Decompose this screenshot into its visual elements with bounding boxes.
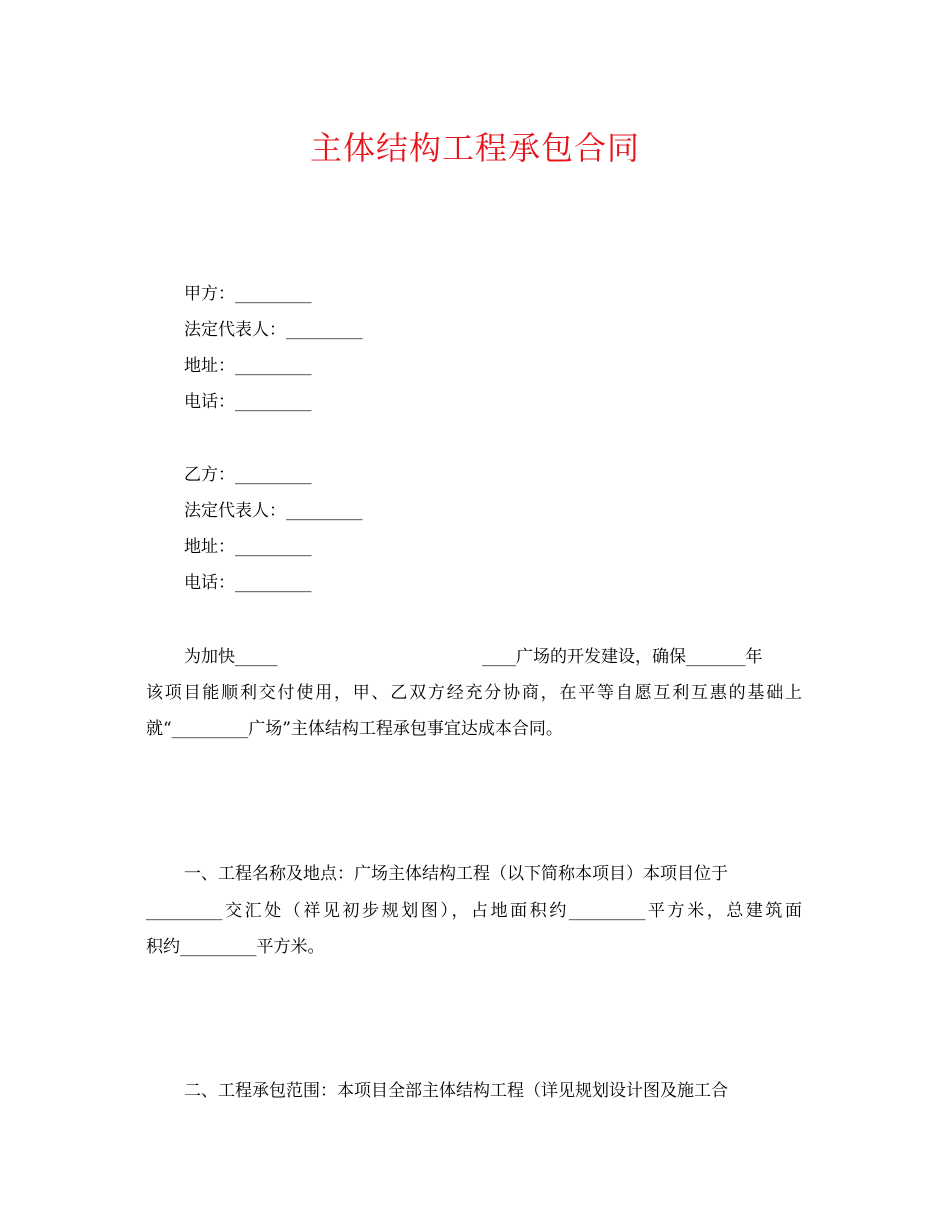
party-a-address: 地址：_________ [184, 356, 312, 376]
party-a-name: 甲方：_________ [184, 284, 312, 304]
party-b-phone: 电话：_________ [184, 573, 312, 593]
preamble-line-2: 该项目能顺利交付使用，甲、乙双方经充分协商，在平等自愿互利互惠的基础上 [146, 683, 802, 703]
party-b-representative: 法定代表人：_________ [184, 501, 363, 521]
party-a-representative: 法定代表人：_________ [184, 320, 363, 340]
party-b-address: 地址：_________ [184, 537, 312, 557]
preamble-line-1b: ____广场的开发建设，确保_______年 [482, 647, 763, 667]
preamble-line-1a: 为加快_____ [184, 647, 278, 667]
party-a-phone: 电话：_________ [184, 392, 312, 412]
section-1-line-3: 积约_________平方米。 [146, 937, 325, 957]
party-b-name: 乙方：_________ [184, 465, 312, 485]
section-1-line-1: 一、工程名称及地点：广场主体结构工程（以下简称本项目）本项目位于 [184, 864, 728, 884]
document-title: 主体结构工程承包合同 [309, 129, 640, 167]
section-2-line-1: 二、工程承包范围：本项目全部主体结构工程（详见规划设计图及施工合 [184, 1081, 728, 1101]
section-1-line-2: _________交汇处（祥见初步规划图），占地面积约_________平方米，总建筑面 [146, 901, 802, 921]
preamble-line-3: 就“_________广场”主体结构工程承包事宜达成本合同。 [146, 719, 563, 739]
